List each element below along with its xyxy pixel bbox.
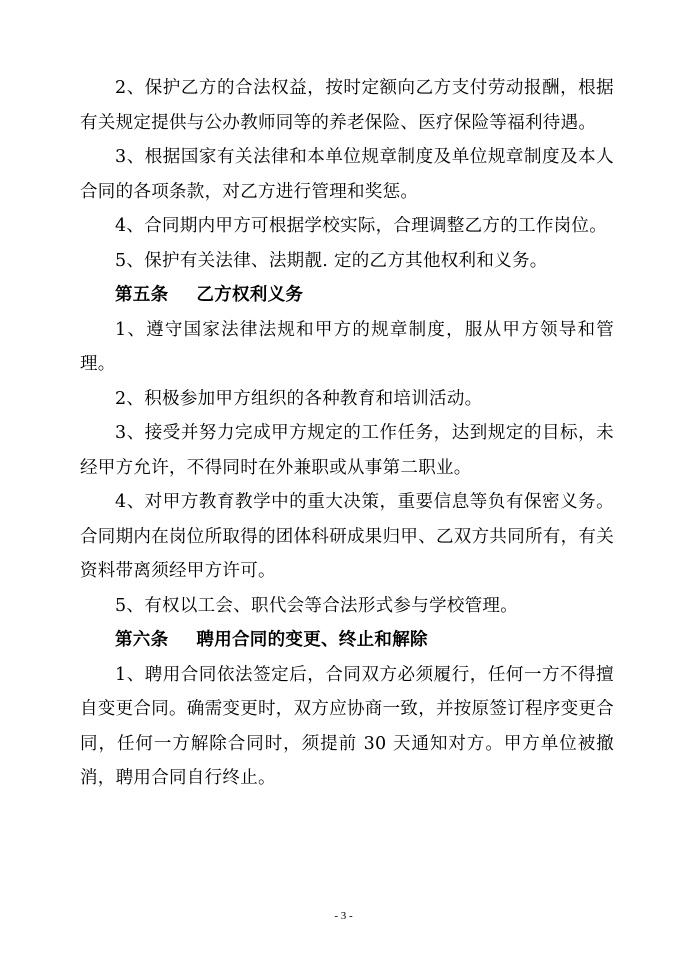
paragraph-party-b-duty-4: 4、对甲方教育教学中的重大决策，重要信息等负有保密义务。合同期内在岗位所取得的团体科研成果归甲、乙双方共同所有，有关资料带离须经甲方许可。 [80, 492, 614, 581]
paragraph-party-a-duty-2: 2、保护乙方的合法权益，按时定额向乙方支付劳动报酬，根据有关规定提供与公办教师同等的养老保险、医疗保险等福利待遇。 [80, 78, 614, 133]
document-body [80, 71, 614, 796]
paragraph-party-b-duty-5: 5、有权以工会、职代会等合法形式参与学校管理。 [115, 595, 519, 616]
article-5-number: 第五条 [115, 285, 169, 305]
paragraph-party-a-duty-3: 3、根据国家有关法律和本单位规章制度及单位规章制度及本人合同的各项条款，对乙方进行管理和奖惩。 [80, 147, 614, 202]
paragraph-party-b-duty-1: 1、遵守国家法律法规和甲方的规章制度，服从甲方领导和管理。 [80, 319, 614, 374]
paragraph-party-a-duty-4: 4、合同期内甲方可根据学校实际，合理调整乙方的工作岗位。 [115, 216, 608, 236]
paragraph-party-b-duty-3: 3、接受并努力完成甲方规定的工作任务，达到规定的目标，未经甲方允许，不得同时在外兼职或从事第二职业。 [80, 423, 614, 478]
article-6-title: 聘用合同的变更、终止和解除 [196, 630, 428, 650]
paragraph-party-b-duty-2: 2、积极参加甲方组织的各种教育和培训活动。 [115, 388, 483, 409]
article-5-heading [80, 278, 614, 313]
article-6-heading [80, 623, 614, 658]
paragraph-party-a-duty-5: 5、保护有关法律、法期靓. 定的乙方其他权利和义务。 [115, 250, 548, 271]
paragraph-contract-change-1: 1、聘用合同依法签定后，合同双方必须履行，任何一方不得擅自变更合同。确需变更时，双方应协商一致，并按原签订程序变更合同，任何一方解除合同时，须提前 30 天通知对方。甲方单位被撤消，聘用合同自行终止。 [80, 664, 614, 788]
article-6-number: 第六条 [115, 630, 169, 650]
page-number: - 3 - [334, 910, 353, 922]
article-5-title: 乙方权利义务 [196, 285, 304, 305]
